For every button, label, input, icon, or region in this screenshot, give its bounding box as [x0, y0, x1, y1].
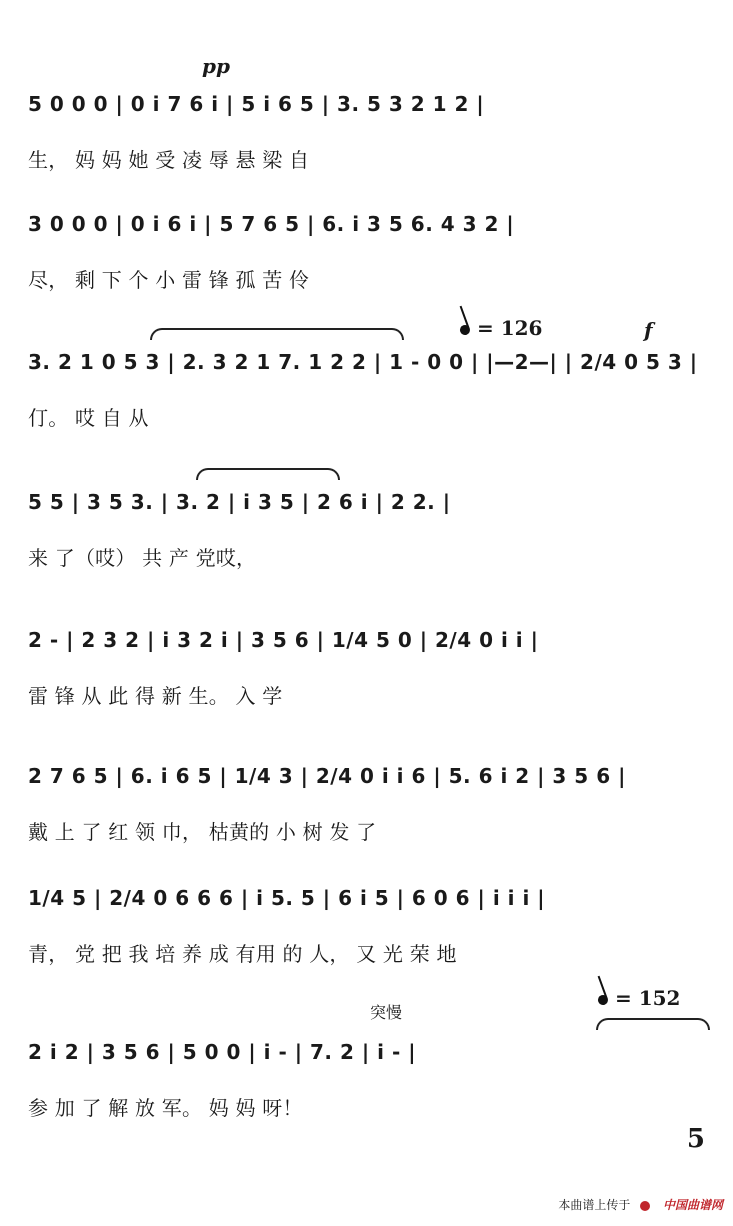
lyrics-line: 生， 妈 妈 她 受 凌 辱 悬 梁 自 — [28, 148, 310, 172]
tempo-152: = 152 — [598, 986, 680, 1010]
notation-line: 5 5 | 3 5 3. | 3. 2 | i 3 5 | 2 6 i | 2 2. | — [28, 490, 451, 514]
dynamic-pp: pp — [202, 54, 230, 78]
footer-prefix: 本曲谱上传于 — [558, 1198, 631, 1212]
notation-line: 2 - | 2 3 2 | i 3 2 i | 3 5 6 | 1/4 5 0 | 2/4 0 i i | — [28, 628, 539, 652]
tie-slur — [196, 468, 340, 480]
lyrics-line: 仃。 哎 自 从 — [28, 406, 149, 430]
notation-line: 5 0 0 0 | 0 i 7 6 i | 5 i 6 5 | 3. 5 3 2 1 2 | — [28, 92, 485, 116]
tempo-126: = 126 — [460, 316, 542, 340]
notation-line: 1/4 5 | 2/4 0 6 6 6 | i 5. 5 | 6 i 5 | 6 0 6 | i i i | — [28, 886, 546, 910]
tempo-change-text: 突慢 — [370, 1003, 403, 1022]
lyrics-line: 参 加 了 解 放 军。 妈 妈 呀！ — [28, 1096, 303, 1120]
site-logo-icon — [640, 1201, 650, 1211]
quarter-note-icon — [459, 324, 472, 337]
notation-line: 2 i 2 | 3 5 6 | 5 0 0 | i - | 7. 2 | i - | — [28, 1040, 417, 1064]
dynamic-f: f — [644, 318, 653, 342]
notation-line: 2 7 6 5 | 6. i 6 5 | 1/4 3 | 2/4 0 i i 6 | 5. 6 i 2 | 3 5 6 | — [28, 764, 626, 788]
lyrics-line: 尽， 剩 下 个 小 雷 锋 孤 苦 伶 — [28, 268, 310, 292]
lyrics-line: 雷 锋 从 此 得 新 生。 入 学 — [28, 684, 283, 708]
footer-credit — [558, 1196, 723, 1213]
notation-line: 3. 2 1 0 5 3 | 2. 3 2 1 7. 1 2 2 | 1 - 0 0 | |—2—| | 2/4 0 5 3 | — [28, 350, 698, 374]
footer-brand-link[interactable]: 中国曲谱网 — [662, 1198, 723, 1212]
notation-line: 3 0 0 0 | 0 i 6 i | 5 7 6 5 | 6. i 3 5 6. 4 3 2 | — [28, 212, 515, 236]
lyrics-line: 来 了（哎） 共 产 党哎， — [28, 546, 257, 570]
lyrics-line: 青， 党 把 我 培 养 成 有用 的 人， 又 光 荣 地 — [28, 942, 457, 966]
tie-slur — [596, 1018, 710, 1030]
phrase-slur — [150, 328, 404, 340]
page-number: 5 — [686, 1124, 705, 1154]
lyrics-line: 戴 上 了 红 领 巾， 枯黄的 小 树 发 了 — [28, 820, 377, 844]
quarter-note-icon — [597, 994, 610, 1007]
